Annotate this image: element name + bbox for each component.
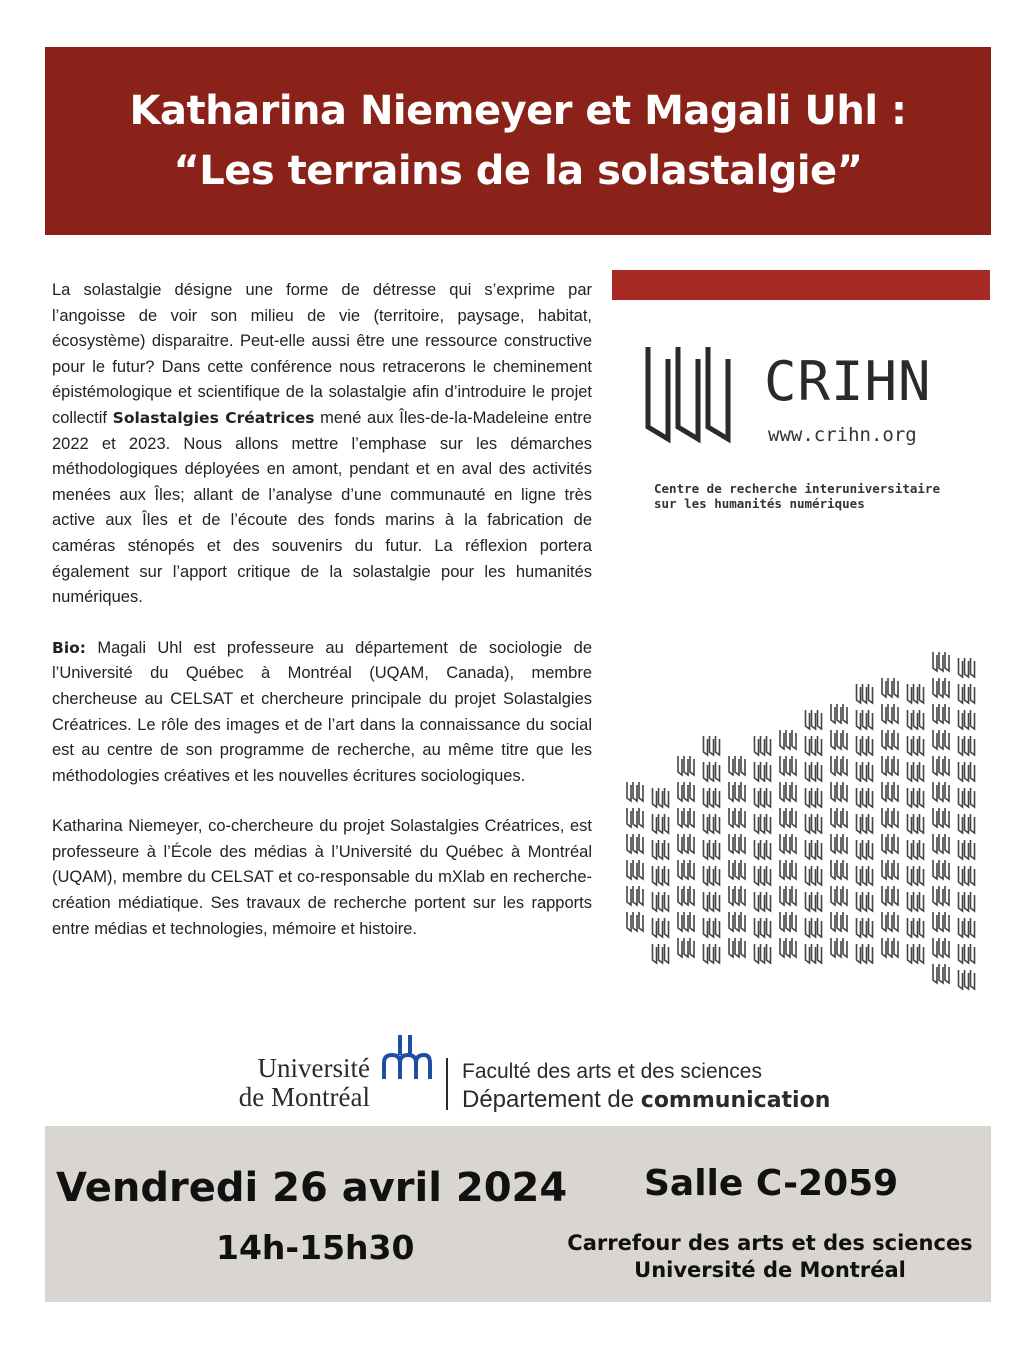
pattern-glyph [678, 860, 694, 879]
pattern-glyph [704, 918, 720, 937]
pattern-glyph [755, 788, 771, 807]
pattern-glyph [831, 834, 847, 853]
event-time: 14h-15h30 [216, 1228, 415, 1267]
pattern-glyph [933, 782, 949, 801]
pattern-glyph [806, 736, 822, 755]
pattern-glyph [959, 736, 975, 755]
title-talk: “Les terrains de la solastalgie” [173, 148, 863, 194]
crihn-pattern-graphic [625, 648, 985, 1008]
event-room: Salle C-2059 [644, 1163, 899, 1204]
pattern-glyph [780, 860, 796, 879]
pattern-glyph [857, 762, 873, 781]
project-name: Solastalgies Créatrices [112, 408, 315, 427]
pattern-glyph [806, 762, 822, 781]
pattern-glyph [627, 912, 643, 931]
pattern-glyph [959, 710, 975, 729]
pattern-glyph [678, 808, 694, 827]
pattern-glyph [857, 944, 873, 963]
abstract-paragraph [52, 278, 592, 611]
pattern-glyph [729, 756, 745, 775]
crihn-description-line2: sur les humanités numériques [654, 496, 865, 511]
pattern-glyph [908, 710, 924, 729]
pattern-glyph [959, 684, 975, 703]
pattern-glyph [755, 736, 771, 755]
pattern-glyph [959, 866, 975, 885]
event-venue-line2: Université de Montréal [634, 1258, 906, 1282]
pattern-glyph [882, 730, 898, 749]
pattern-glyph [780, 808, 796, 827]
pattern-glyph [857, 684, 873, 703]
pattern-glyph [678, 834, 694, 853]
crihn-description [654, 481, 940, 511]
faculty-name: Faculté des arts et des sciences [462, 1060, 762, 1083]
pattern-glyph [755, 814, 771, 833]
pattern-glyph [933, 912, 949, 931]
pattern-glyph [729, 782, 745, 801]
pattern-glyph [780, 834, 796, 853]
pattern-glyph [806, 918, 822, 937]
pattern-glyph [857, 918, 873, 937]
pattern-glyph [755, 866, 771, 885]
pattern-glyph [831, 938, 847, 957]
pattern-glyph [806, 840, 822, 859]
pattern-glyph [882, 782, 898, 801]
pattern-glyph [857, 840, 873, 859]
faculty-block [462, 1058, 830, 1116]
pattern-glyph [653, 840, 669, 859]
pattern-glyph [959, 892, 975, 911]
pattern-glyph [908, 944, 924, 963]
pattern-glyph [780, 938, 796, 957]
pattern-glyph [933, 860, 949, 879]
pattern-glyph [959, 944, 975, 963]
pattern-glyph [959, 814, 975, 833]
pattern-glyph [933, 730, 949, 749]
pattern-glyph [908, 840, 924, 859]
pattern-glyph [882, 756, 898, 775]
pattern-glyph [857, 814, 873, 833]
pattern-glyph [831, 730, 847, 749]
pattern-glyph [704, 788, 720, 807]
pattern-glyph [831, 912, 847, 931]
bio-label: Bio: [52, 638, 86, 657]
udem-logo-icon [380, 1033, 432, 1081]
pattern-glyph [780, 782, 796, 801]
pattern-glyph [933, 652, 949, 671]
event-date: Vendredi 26 avril 2024 [56, 1165, 568, 1211]
pattern-glyph [831, 808, 847, 827]
pattern-glyph [704, 866, 720, 885]
pattern-glyph [857, 892, 873, 911]
pattern-glyph [729, 886, 745, 905]
pattern-glyph [755, 892, 771, 911]
bio-uhl-text: Magali Uhl est professeure au département de sociologie de l’Université du Québec à Montréal (UQAM, Canada), membre chercheuse au CELSAT et chercheure principale du projet Solastalgies Créatrices. Le rôle des images et de l’art dans la connaissance du social est au centre de son programme de recherche, au même titre que les méthodologies créatives et les nouvelles écritures sociologiques. [52, 638, 592, 785]
pattern-glyph [882, 834, 898, 853]
crihn-url: www.crihn.org [768, 424, 917, 446]
pattern-glyph [959, 762, 975, 781]
pattern-glyph [627, 834, 643, 853]
pattern-glyph [806, 710, 822, 729]
pattern-glyph [755, 840, 771, 859]
pattern-glyph [704, 736, 720, 755]
pattern-glyph [678, 782, 694, 801]
pattern-glyph [933, 756, 949, 775]
pattern-glyph [908, 892, 924, 911]
pattern-glyph [780, 730, 796, 749]
pattern-glyph [806, 866, 822, 885]
main-text-column [52, 278, 592, 967]
pattern-glyph [908, 918, 924, 937]
pattern-glyph [933, 834, 949, 853]
pattern-glyph [755, 918, 771, 937]
pattern-glyph [653, 944, 669, 963]
pattern-glyph [831, 860, 847, 879]
pattern-glyph [729, 912, 745, 931]
abstract-text-2: mené aux Îles-de-la-Madeleine entre 2022 et 2023. Nous allons mettre l’emphase sur les démarches méthodologiques déployées en amont, pendant et en aval des activités menées aux Îles; allant de l’analyse d’une communauté en ligne très active aux Îles et de l’écoute des fonds marins à la fabrication de caméras sténopés et des souvenirs du futur. La réflexion portera également sur l’apport critique de la solastalgie pour les humanités numériques. [52, 408, 592, 607]
event-venue-line1: Carrefour des arts et des sciences [567, 1231, 973, 1255]
pattern-glyph [933, 964, 949, 983]
pattern-glyph [627, 886, 643, 905]
accent-bar [612, 270, 990, 300]
pattern-glyph [678, 756, 694, 775]
bio-niemeyer-paragraph: Katharina Niemeyer, co-chercheure du projet Solastalgies Créatrices, est professeure à l’École des médias à l’Université du Québec à Montréal (UQAM), membre du CELSAT et co-responsable du mXlab en recherche-création médiatique. Ses travaux de recherche portent sur les rapports entre médias et technologies, mémoire et histoire. [52, 817, 592, 938]
pattern-glyph [933, 886, 949, 905]
pattern-glyph [933, 704, 949, 723]
pattern-glyph [729, 808, 745, 827]
pattern-glyph [627, 782, 643, 801]
pattern-glyph [882, 808, 898, 827]
pattern-glyph [704, 762, 720, 781]
pattern-glyph [653, 788, 669, 807]
pattern-glyph [831, 782, 847, 801]
pattern-glyph [627, 808, 643, 827]
title-banner [45, 47, 991, 235]
pattern-glyph [882, 704, 898, 723]
pattern-glyph [729, 834, 745, 853]
pattern-glyph [831, 756, 847, 775]
pattern-glyph [908, 762, 924, 781]
udem-wordmark-line1: Université [257, 1053, 370, 1083]
pattern-glyph [959, 658, 975, 677]
pattern-glyph [729, 938, 745, 957]
pattern-glyph [857, 788, 873, 807]
pattern-glyph [908, 684, 924, 703]
pattern-glyph [806, 892, 822, 911]
pattern-glyph [627, 860, 643, 879]
pattern-glyph [908, 866, 924, 885]
pattern-glyph [857, 866, 873, 885]
udem-wordmark-line2: de Montréal [238, 1082, 370, 1112]
abstract-text-1: La solastalgie désigne une forme de détresse qui s’exprime par l’angoisse de voir son milieu de vie (territoire, paysage, habitat, écosystème) disparaitre. Peut-elle aussi être une ressource constructive pour le futur? Dans cette conférence nous retracerons le cheminement épistémologique et scientifique de la solastalgie afin d’introduire le projet collectif [52, 281, 592, 427]
pattern-glyph [933, 678, 949, 697]
pattern-glyph [831, 886, 847, 905]
pattern-glyph [882, 886, 898, 905]
pattern-glyph [704, 814, 720, 833]
pattern-glyph [653, 814, 669, 833]
crihn-description-line1: Centre de recherche interuniversitaire [654, 481, 940, 496]
crihn-bars-icon [644, 335, 734, 445]
pattern-glyph [959, 840, 975, 859]
pattern-glyph [704, 944, 720, 963]
pattern-glyph [882, 912, 898, 931]
pattern-glyph [882, 938, 898, 957]
department-field: communication [640, 1088, 831, 1113]
crihn-name: CRIHN [764, 350, 932, 413]
pattern-glyph [908, 814, 924, 833]
pattern-glyph [780, 756, 796, 775]
pattern-glyph [882, 860, 898, 879]
pattern-glyph [653, 918, 669, 937]
event-venue [560, 1230, 980, 1284]
pattern-glyph [729, 860, 745, 879]
pattern-glyph [653, 866, 669, 885]
pattern-glyph [678, 886, 694, 905]
department-prefix: Département de [462, 1086, 635, 1113]
pattern-glyph [857, 736, 873, 755]
pattern-glyph [831, 704, 847, 723]
pattern-glyph [704, 892, 720, 911]
pattern-glyph [755, 944, 771, 963]
pattern-glyph [959, 788, 975, 807]
pattern-glyph [806, 814, 822, 833]
pattern-glyph [908, 736, 924, 755]
udem-wordmark [230, 1054, 370, 1112]
pattern-glyph [806, 944, 822, 963]
pattern-glyph [908, 788, 924, 807]
title-speakers: Katharina Niemeyer et Magali Uhl : [129, 88, 907, 134]
pattern-glyph [857, 710, 873, 729]
pattern-glyph [882, 678, 898, 697]
department-name [462, 1085, 830, 1116]
bio-uhl-paragraph [52, 636, 592, 790]
pattern-glyph [933, 938, 949, 957]
pattern-glyph [780, 886, 796, 905]
pattern-glyph [755, 762, 771, 781]
pattern-glyph [806, 788, 822, 807]
logo-divider [446, 1058, 448, 1110]
pattern-glyph [933, 808, 949, 827]
pattern-glyph [678, 938, 694, 957]
pattern-glyph [704, 840, 720, 859]
pattern-glyph [959, 918, 975, 937]
pattern-glyph [653, 892, 669, 911]
pattern-glyph [780, 912, 796, 931]
pattern-glyph [678, 912, 694, 931]
pattern-glyph [959, 970, 975, 989]
